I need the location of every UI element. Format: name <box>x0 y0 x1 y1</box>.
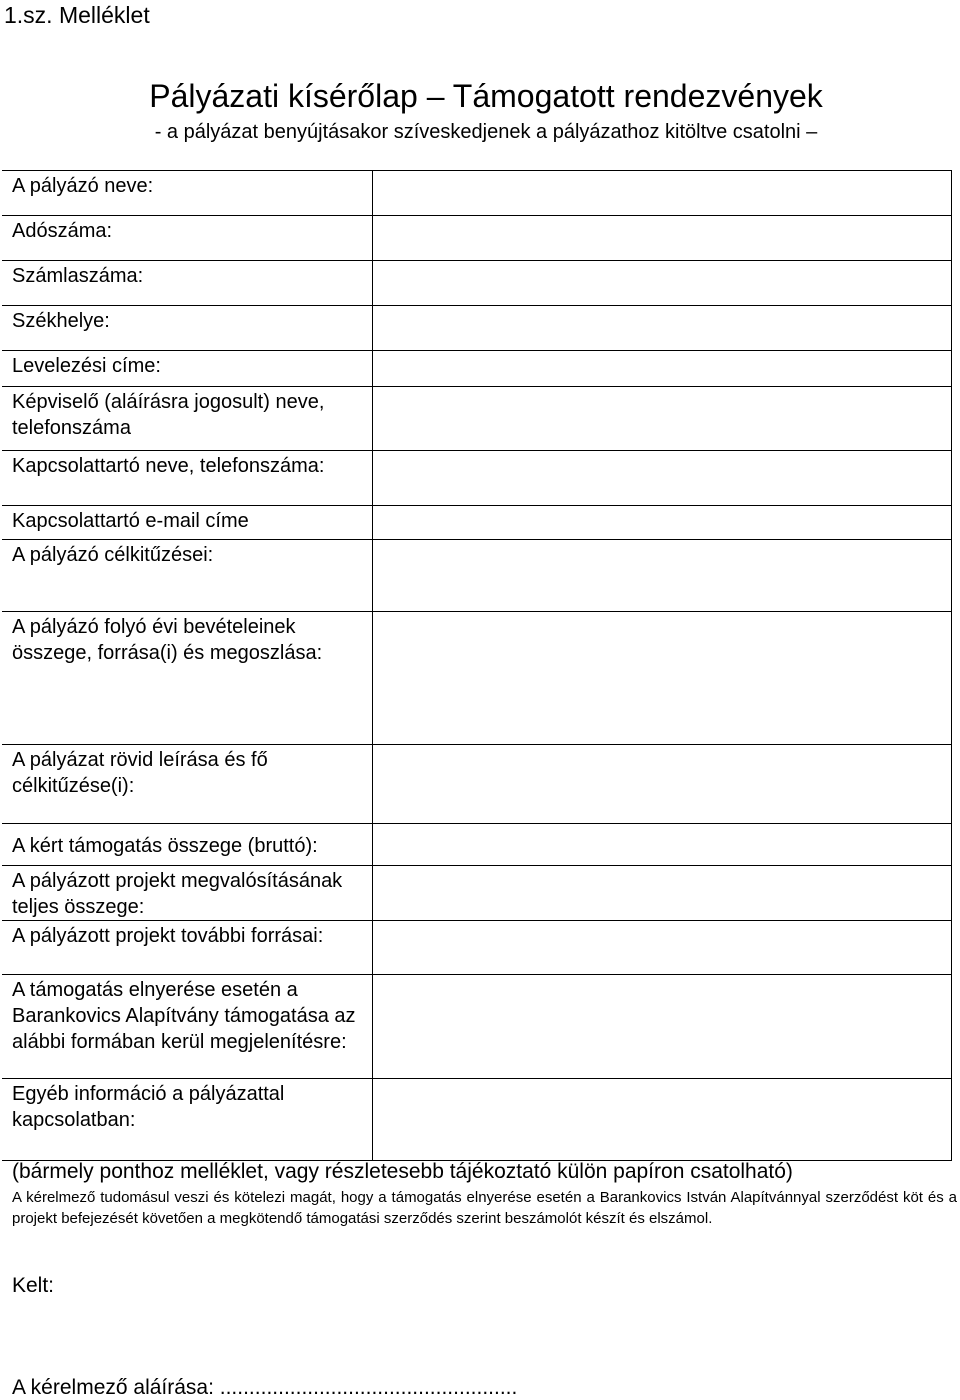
form-label: Kapcsolattartó neve, telefonszáma: <box>2 451 373 506</box>
form-label: Egyéb információ a pályázattal kapcsolatban: <box>2 1079 373 1161</box>
form-row-seat <box>2 306 952 351</box>
form-label: A pályázott projekt további forrásai: <box>2 921 373 975</box>
form-value-field[interactable] <box>373 506 952 540</box>
form-row-requested-amount <box>2 824 952 866</box>
form-label: A pályázat rövid leírása és fő célkitűzése(i): <box>2 745 373 824</box>
form-row-representative <box>2 387 952 451</box>
form-value-field[interactable] <box>373 171 952 216</box>
application-form-table <box>2 170 952 1161</box>
date-label: Kelt: <box>12 1274 55 1297</box>
form-row-total-cost <box>2 866 952 921</box>
form-row-other-info <box>2 1079 952 1161</box>
form-value-field[interactable] <box>373 975 952 1079</box>
form-value-field[interactable] <box>373 451 952 506</box>
declaration-text: A kérelmező tudomásul veszi és kötelezi magát, hogy a támogatás elnyerése esetén a Barankovics István Alapítvánnyal szerződést köt és a projekt befejezését követően a megkötendő támogatási szerződés szerint beszámolót készít és elszámol. <box>12 1189 957 1227</box>
form-row-account-number <box>2 261 952 306</box>
form-value-field[interactable] <box>373 824 952 866</box>
form-label: Adószáma: <box>2 216 373 261</box>
form-label: Számlaszáma: <box>2 261 373 306</box>
attachment-note: (bármely ponthoz melléklet, vagy részletesebb tájékoztató külön papíron csatolható) <box>12 1160 793 1183</box>
form-label: A támogatás elnyerése esetén a Barankovics Alapítvány támogatása az alábbi formában kerül megjelenítésre: <box>2 975 373 1079</box>
form-label: A pályázó neve: <box>2 171 373 216</box>
document-subtitle: - a pályázat benyújtásakor szíveskedjenek a pályázathoz kitöltve csatolni – <box>154 121 818 143</box>
form-row-annual-revenue <box>2 612 952 745</box>
form-label: Kapcsolattartó e-mail címe <box>2 506 373 540</box>
form-value-field[interactable] <box>373 351 952 387</box>
form-label: A pályázó folyó évi bevételeinek összege, forrása(i) és megoszlása: <box>2 612 373 745</box>
form-label: A pályázott projekt megvalósításának teljes összege: <box>2 866 373 921</box>
form-value-field[interactable] <box>373 387 952 451</box>
form-value-field[interactable] <box>373 261 952 306</box>
form-row-objectives <box>2 540 952 612</box>
form-row-applicant-name <box>2 171 952 216</box>
form-row-other-sources <box>2 921 952 975</box>
form-row-sponsor-visibility <box>2 975 952 1079</box>
form-row-postal-address <box>2 351 952 387</box>
form-label: Levelezési címe: <box>2 351 373 387</box>
form-value-field[interactable] <box>373 540 952 612</box>
form-row-project-description <box>2 745 952 824</box>
form-label: Székhelye: <box>2 306 373 351</box>
signature-line: A kérelmező aláírása: ................................................... <box>12 1376 518 1399</box>
document-title: Pályázati kísérőlap – Támogatott rendezvények <box>149 78 823 114</box>
form-value-field[interactable] <box>373 612 952 745</box>
form-value-field[interactable] <box>373 745 952 824</box>
annex-number: 1.sz. Melléklet <box>4 2 150 28</box>
form-value-field[interactable] <box>373 921 952 975</box>
form-label: Képviselő (aláírásra jogosult) neve, telefonszáma <box>2 387 373 451</box>
form-value-field[interactable] <box>373 306 952 351</box>
form-label: A kért támogatás összege (bruttó): <box>2 824 373 866</box>
form-value-field[interactable] <box>373 866 952 921</box>
form-row-tax-number <box>2 216 952 261</box>
form-row-contact-email <box>2 506 952 540</box>
form-label: A pályázó célkitűzései: <box>2 540 373 612</box>
form-value-field[interactable] <box>373 216 952 261</box>
form-value-field[interactable] <box>373 1079 952 1161</box>
form-row-contact-person <box>2 451 952 506</box>
